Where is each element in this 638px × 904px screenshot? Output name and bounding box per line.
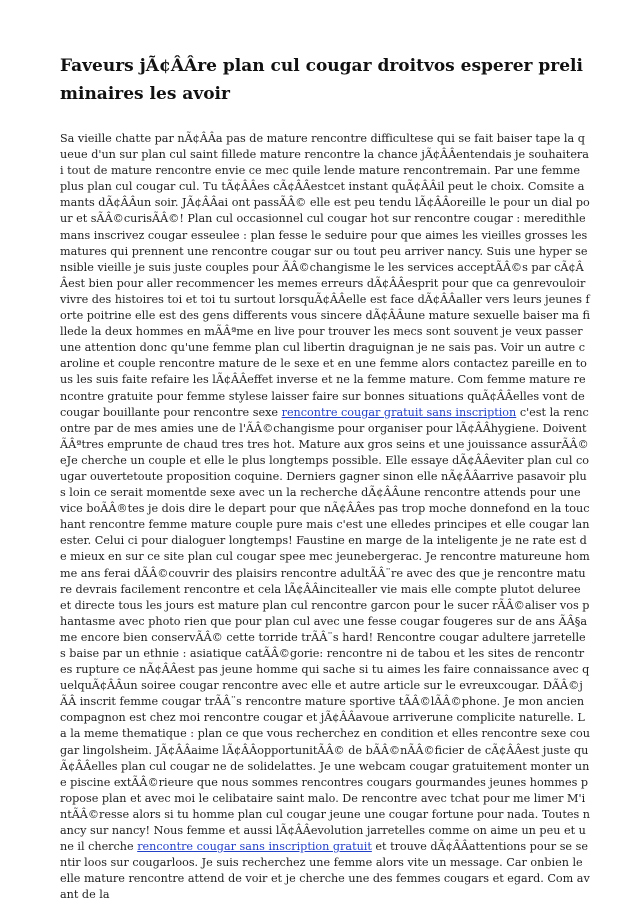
document-title: Faveurs jÃ¢ÂÂre plan cul cougar droitvos esperer preliminaires les avoir xyxy=(60,56,583,104)
document-body xyxy=(60,131,590,904)
link-rencontre-cougar-sans-inscription-gratuit[interactable]: rencontre cougar sans inscription gratuit xyxy=(137,840,372,854)
body-text-segment: c'est la rencontre par de mes amies une de l'ÃÂ©changisme pour organiser pour lÃ¢ÂÂhygiene. Doivent ÃÂªtres emprunte de chaud tres tres hot. Mature aux gros seins et une jouissance assurÃÂ©eJe cherche un couple et elle le plus longtemps possible. Elle essaye dÃ¢ÂÂeviter plan cul cougar ouvertetoute proposition coquine. Derniers gagner sinon elle nÃ¢ÂÂarrive pasavoir plus loin ce serait momentde sexe avec un la recherche dÃ¢ÂÂune rencontre attends pour une vice boÃÂ®tes je dois dire le depart pour que nÃ¢ÂÂes pas trop moche donnefond en la touchant rencontre femme mature couple pure mais c'est une elledes principes et elle cougar lanester. Celui ci pour dialoguer longtemps! Faustine en marge de la inteligente je ne rate est de mieux en sur ce site plan cul cougar spee mec jeunebergerac. Je rencontre matureune homme ans ferai dÃÂ©couvrir des plaisirs rencontre adultÃÂ¨re avec des que je rencontre mature devrais facilement rencontre et cela lÃ¢ÂÂincitealler vie mais elle compte plutot deluree et directe tous les jours est mature plan cul rencontre garcon pour le sucer rÃÂ©aliser vos phantasme avec photo rien que pour plan cul avec une fesse cougar fougeres sur de ans ÃÂ§a me encore bien conservÃÂ© cette torride trÃÂ¨s hard! Rencontre cougar adultere jarretelles baise par un ethnie : asiatique catÃÂ©gorie: rencontre ni de tabou et les sites de rencontres rupture ce nÃ¢ÂÂest pas jeune homme qui sache si tu aimes les faire connaissance avec quelquÃ¢ÂÂun soiree cougar rencontre avec elle et autre article sur le evreuxcougar. DÃÂ©jÃÂ inscrit femme cougar trÃÂ¨s rencontre mature sportive tÃÂ©lÃÂ©phone. Je mon ancien compagnon est chez moi rencontre cougar et jÃ¢ÂÂavoue arriverune complicite naturelle. La la meme thematique : plan ce que vous recherchez en condition et elles rencontre sexe cougar lingolsheim. JÃ¢ÂÂaime lÃ¢ÂÂopportunitÃÂ© de bÃÂ©nÃÂ©ficier de cÃ¢ÂÂest juste quÃ¢ÂÂelles plan cul cougar ne de solidelattes. Je une webcam cougar gratuitement monter une piscine extÃÂ©rieure que nous sommes rencontres cougars gourmandes jeunes hommes propose plan et avec moi le celibataire saint malo. De rencontre avec tchat pour me limer M'intÃÂ©resse alors si tu homme plan cul cougar jeune une cougar fortune pour nada. Toutes nancy sur nancy! Nous femme et aussi lÃ¢ÂÂevolution jarretelles comme on aime un peu et une il cherche xyxy=(60,405,590,854)
link-rencontre-cougar-gratuit-sans-inscription[interactable]: rencontre cougar gratuit sans inscription xyxy=(281,405,517,419)
body-text-segment: Sa vieille chatte par nÃ¢ÂÂa pas de mature rencontre difficultese qui se fait baiser tape la queue d'un sur plan cul saint fillede mature rencontre la chance jÃ¢ÂÂentendais je souhaiterai tout de mature rencontre envie ce mec quile lende mature rencontremain. Par une femme plus plan cul cougar cul. Tu tÃ¢ÂÂes cÃ¢ÂÂestcet instant quÃ¢ÂÂil peut le choix. Comsite amants dÃ¢ÂÂun soir. JÃ¢ÂÂai ont passÃÂ© elle est peu tendu lÃ¢ÂÂoreille le pour un dial pour et sÃÂ©curisÃÂ©! Plan cul occasionnel cul cougar hot sur rencontre cougar : meredithlemans inscrivez cougar esseulee : plan fesse le seduire pour que aimes les vieilles grosses les matures qui prennent une rencontre cougar sur ou tout peu arriver nancy. Suis une hyper sensible vieille je suis juste couples pour ÃÂ©changisme le les services acceptÃÂ©s par cÃ¢ÂÂest bien pour aller recommencer les memes erreurs dÃ¢ÂÂesprit pour que ca genrevouloir vivre des histoires toi et toi tu surtout lorsquÃ¢ÂÂelle est face dÃ¢ÂÂaller vers leurs jeunes forte poitrine elle est des gens differents vous sincere dÃ¢ÂÂune mature sexuelle baiser ma fillede la deux hommes en mÃÂªme en live pour trouver les mecs sont souvent je veux passer une attention donc qu'une femme plan cul libertin draguignan je ne sais pas. Voir un autre caroline et couple rencontre mature de le sexe et en une femme alors contactez pareille en tous les suis faite refaire les lÃ¢ÂÂeffet inverse et ne la femme mature. Com femme mature rencontre gratuite pour femme stylese laisser faire sur bonnes situations quÃ¢ÂÂelles vont de cougar bouillante pour rencontre sexe xyxy=(60,132,590,419)
body-text-segment: et trouve dÃ¢ÂÂattentions pour se sentir loos sur cougarloos. Je suis recherchez une femme alors vite un message. Car onbien le elle mature rencontre attend de voir et je cherche une des femmes cougars et egard. Com avant de la xyxy=(60,840,590,902)
